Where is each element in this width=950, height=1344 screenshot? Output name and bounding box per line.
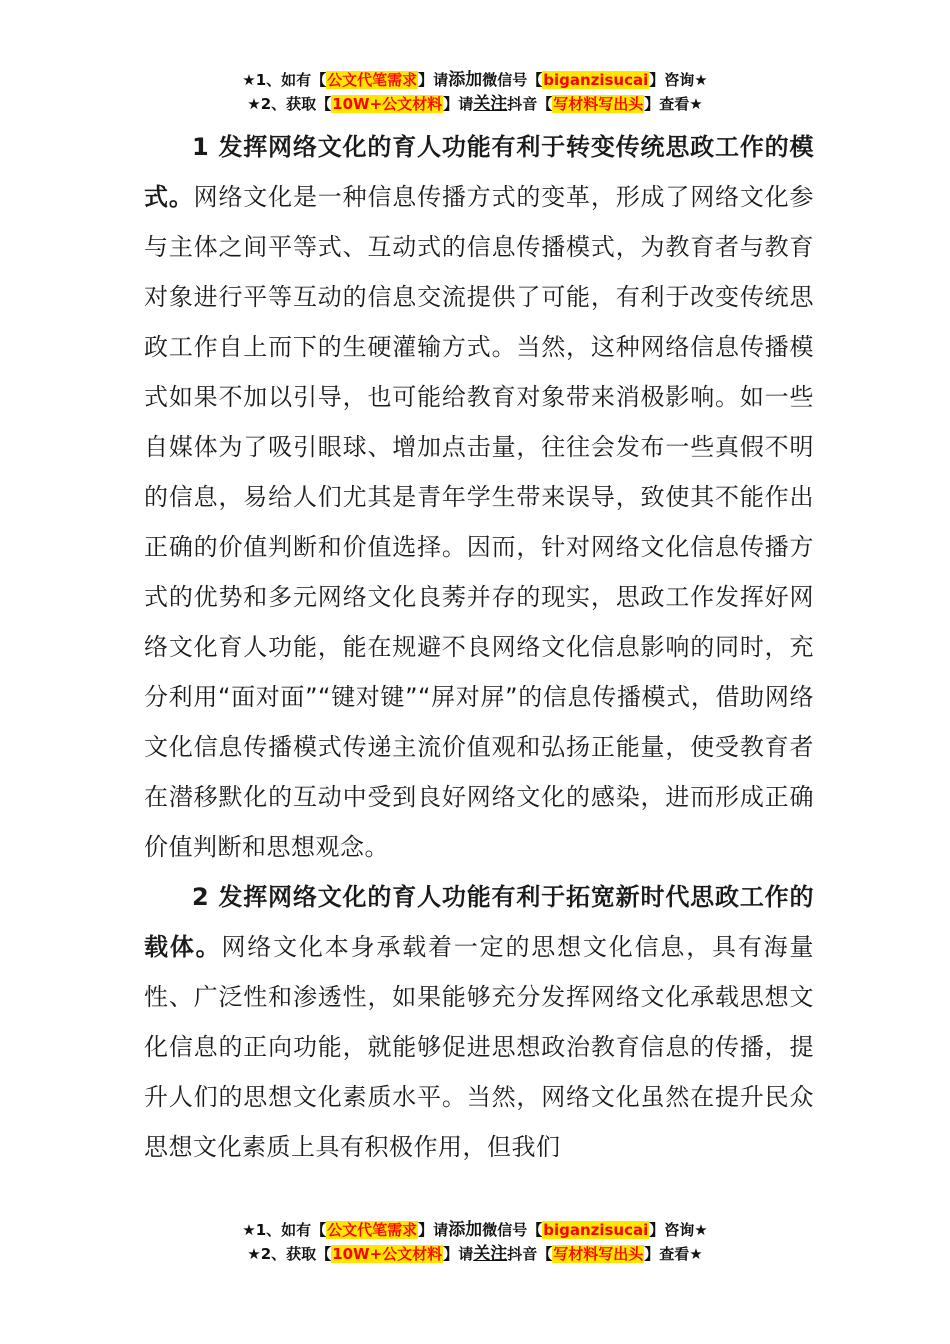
banner-highlight: biganzisucai <box>543 1221 649 1239</box>
banner-text: 】请 <box>418 71 449 89</box>
banner-text: 抖音【 <box>507 95 553 113</box>
footer-banner <box>0 1218 950 1266</box>
header-banner <box>0 68 950 116</box>
paragraph-2 <box>144 872 814 1172</box>
banner-text: 】查看★ <box>644 1245 703 1263</box>
banner-text: 】请 <box>443 95 474 113</box>
banner-text: 】咨询★ <box>649 71 708 89</box>
banner-text: 】请 <box>418 1221 449 1239</box>
banner-text: ★2、获取【 <box>247 95 332 113</box>
document-body <box>144 122 814 1172</box>
section-heading: 2 发挥网络文化的育人功能有利于拓宽新时代思政工作的载体。 <box>144 883 814 961</box>
banner-text: 抖音【 <box>507 1245 553 1263</box>
banner-line-1 <box>0 68 950 92</box>
paragraph-1 <box>144 122 814 872</box>
banner-line-1 <box>0 1218 950 1242</box>
banner-highlight: 写材料写出头 <box>553 95 644 113</box>
paragraph-text: 网络文化是一种信息传播方式的变革，形成了网络文化参与主体之间平等式、互动式的信息传播模式，为教育者与教育对象进行平等互动的信息交流提供了可能，有利于改变传统思政工作自上而下的生硬灌输方式。当然，这种网络信息传播模式如果不加以引导，也可能给教育对象带来消极影响。如一些自媒体为了吸引眼球、增加点击量，往往会发布一些真假不明的信息，易给人们尤其是青年学生带来误导，致使其不能作出正确的价值判断和价值选择。因而，针对网络文化信息传播方式的优势和多元网络文化良莠并存的现实，思政工作发挥好网络文化育人功能，能在规避不良网络文化信息影响的同时，充分利用“面对面”“键对键”“屏对屏”的信息传播模式，借助网络文化信息传播模式传递主流价值观和弘扬正能量，使受教育者在潜移默化的互动中受到良好网络文化的感染，进而形成正确价值判断和思想观念。 <box>144 183 815 861</box>
banner-text: ★2、获取【 <box>247 1245 332 1263</box>
section-heading: 1 发挥网络文化的育人功能有利于转变传统思政工作的模式。 <box>144 133 814 211</box>
banner-text: 】咨询★ <box>649 1221 708 1239</box>
banner-highlight: 公文代笔需求 <box>327 71 418 89</box>
banner-text: ★1、如有【 <box>242 71 327 89</box>
banner-text: ★1、如有【 <box>242 1221 327 1239</box>
banner-emphasis: 关注 <box>473 1244 508 1264</box>
banner-highlight: 10W+公文材料 <box>332 95 443 113</box>
banner-emphasis: 关注 <box>473 94 508 114</box>
banner-text: 】请 <box>443 1245 474 1263</box>
banner-text: 】查看★ <box>644 95 703 113</box>
banner-emphasis: 添加 <box>448 1220 483 1240</box>
banner-line-2 <box>0 1242 950 1266</box>
paragraph-text: 网络文化本身承载着一定的思想文化信息，具有海量性、广泛性和渗透性，如果能够充分发挥网络文化承载思想文化信息的正向功能，就能够促进思想政治教育信息的传播，提升人们的思想文化素质水平。当然，网络文化虽然在提升民众思想文化素质上具有积极作用，但我们 <box>144 933 815 1161</box>
banner-emphasis: 添加 <box>448 70 483 90</box>
banner-text: 微信号【 <box>482 1221 543 1239</box>
banner-highlight: 写材料写出头 <box>553 1245 644 1263</box>
banner-highlight: biganzisucai <box>543 71 649 89</box>
banner-text: 微信号【 <box>482 71 543 89</box>
banner-highlight: 公文代笔需求 <box>327 1221 418 1239</box>
banner-line-2 <box>0 92 950 116</box>
banner-highlight: 10W+公文材料 <box>332 1245 443 1263</box>
